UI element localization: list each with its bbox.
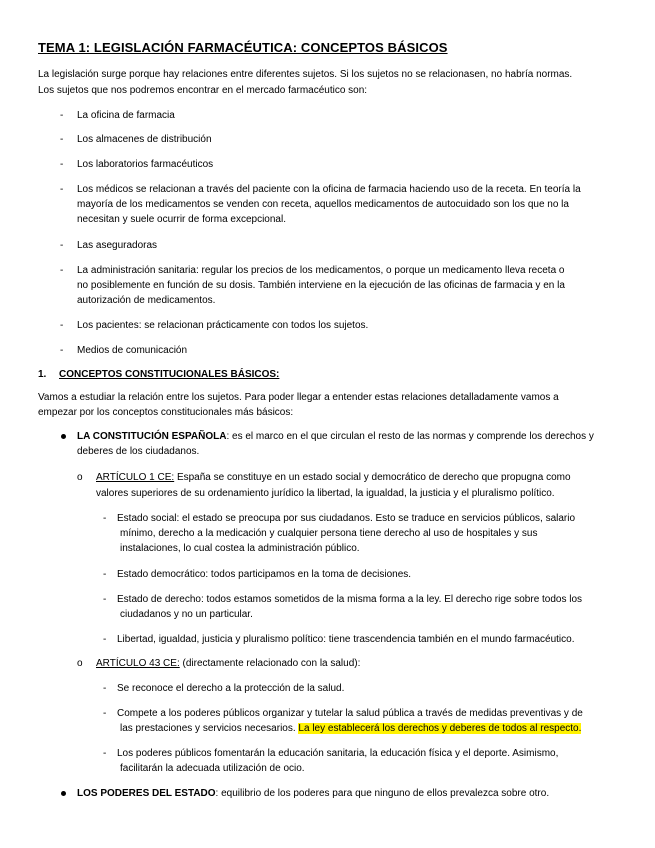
list-item: La oficina de farmacia bbox=[77, 110, 175, 121]
dash-marker: - bbox=[103, 634, 107, 645]
dash-marker: - bbox=[60, 184, 64, 195]
list-item: Se reconoce el derecho a la protección de la salud. bbox=[117, 683, 345, 694]
dash-marker: - bbox=[103, 594, 107, 605]
list-item-continuation: no posiblemente en función de su dosis. También interviene en la ejecución de las oficinas de farmacia y en la bbox=[77, 280, 565, 291]
art1-text: España se constituye en un estado social y democrático de derecho que propugna como bbox=[174, 472, 571, 483]
section-intro-line-1: Vamos a estudiar la relación entre los sujetos. Para poder llegar a entender estas relaciones detalladamente vamos a bbox=[38, 392, 559, 403]
dash-marker: - bbox=[60, 240, 64, 251]
list-item: Estado social: el estado se preocupa por sus ciudadanos. Esto se traduce en servicios públicos, salario bbox=[117, 513, 576, 524]
bullet-marker bbox=[61, 791, 66, 796]
list-item-continuation: autorización de medicamentos. bbox=[77, 295, 216, 306]
item-text: las prestaciones y servicios necesarios. bbox=[120, 723, 299, 734]
list-item: Libertad, igualdad, justicia y pluralismo político: tiene trascendencia también en el mundo farmacéutico. bbox=[117, 634, 575, 645]
constitucion-text: : es el marco en el que circulan el resto de las normas y comprende los derechos y bbox=[226, 431, 594, 442]
highlighted-text: La ley establecerá los derechos y deberes de todos al respecto. bbox=[298, 723, 582, 734]
list-item-continuation: facilitarán la adecuada utilización de ocio. bbox=[120, 763, 305, 774]
section-number: 1. bbox=[38, 369, 47, 380]
art1-line-1 bbox=[96, 470, 571, 485]
poderes-label: LOS PODERES DEL ESTADO bbox=[77, 788, 216, 799]
intro-line-2: Los sujetos que nos podremos encontrar en el mercado farmacéutico son: bbox=[38, 85, 368, 96]
dash-marker: - bbox=[103, 683, 107, 694]
list-item: Los poderes públicos fomentarán la educación sanitaria, la educación física y el deporte. Asimismo, bbox=[117, 748, 559, 759]
constitucion-label: LA CONSTITUCIÓN ESPAÑOLA bbox=[77, 431, 227, 442]
constitucion-line-1 bbox=[77, 429, 594, 444]
circle-marker: o bbox=[77, 658, 83, 669]
list-item-continuation: necesitan y suele ocurrir de forma excepcional. bbox=[77, 214, 286, 225]
list-item-continuation: ciudadanos y no un particular. bbox=[120, 609, 253, 620]
dash-marker: - bbox=[60, 265, 64, 276]
art43-line bbox=[96, 656, 360, 671]
constitucion-line-2: deberes de los ciudadanos. bbox=[77, 446, 200, 457]
list-item: Compete a los poderes públicos organizar y tutelar la salud pública a través de medidas preventivas y de bbox=[117, 708, 583, 719]
dash-marker: - bbox=[103, 513, 107, 524]
bullet-marker bbox=[61, 434, 66, 439]
list-item: Los almacenes de distribución bbox=[77, 134, 212, 145]
list-item: Los pacientes: se relacionan prácticamente con todos los sujetos. bbox=[77, 320, 369, 331]
list-item-continuation: instalaciones, lo cual costea la administración público. bbox=[120, 543, 360, 554]
dash-marker: - bbox=[60, 110, 64, 121]
dash-marker: - bbox=[60, 345, 64, 356]
intro-line-1: La legislación surge porque hay relaciones entre diferentes sujetos. Si los sujetos no se relacionasen, no habría normas. bbox=[38, 69, 573, 80]
section-heading: CONCEPTOS CONSTITUCIONALES BÁSICOS: bbox=[59, 369, 280, 380]
list-item: Medios de comunicación bbox=[77, 345, 188, 356]
list-item-continuation: mayoría de los medicamentos se venden con receta, aquellos medicamentos de autocuidado son los que no la bbox=[77, 199, 569, 210]
page-title: TEMA 1: LEGISLACIÓN FARMACÉUTICA: CONCEPTOS BÁSICOS bbox=[38, 40, 448, 55]
poderes-text: : equilibrio de los poderes para que ninguno de ellos prevalezca sobre otro. bbox=[215, 788, 550, 799]
poderes-line bbox=[77, 786, 549, 801]
art1-line-2: valores superiores de su ordenamiento jurídico la libertad, la igualdad, la justicia y el pluralismo político. bbox=[96, 488, 555, 499]
dash-marker: - bbox=[103, 748, 107, 759]
dash-marker: - bbox=[60, 320, 64, 331]
list-item: La administración sanitaria: regular los precios de los medicamentos, o porque un medicamento lleva receta o bbox=[77, 265, 565, 276]
circle-marker: o bbox=[77, 472, 83, 483]
list-item: Los laboratorios farmacéuticos bbox=[77, 159, 214, 170]
list-item: Estado democrático: todos participamos en la toma de decisiones. bbox=[117, 569, 412, 580]
art43-label: ARTÍCULO 43 CE: bbox=[96, 658, 180, 669]
section-intro-line-2: empezar por los conceptos constitucionales más básicos: bbox=[38, 407, 294, 418]
list-item: Los médicos se relacionan a través del paciente con la oficina de farmacia haciendo uso de la receta. En teoría la bbox=[77, 184, 581, 195]
list-item-continuation bbox=[120, 721, 581, 736]
art1-label: ARTÍCULO 1 CE: bbox=[96, 472, 175, 483]
art43-text: (directamente relacionado con la salud): bbox=[179, 658, 361, 669]
list-item: Las aseguradoras bbox=[77, 240, 158, 251]
dash-marker: - bbox=[103, 569, 107, 580]
dash-marker: - bbox=[60, 159, 64, 170]
dash-marker: - bbox=[60, 134, 64, 145]
list-item: Estado de derecho: todos estamos sometidos de la misma forma a la ley. El derecho rige sobre todos los bbox=[117, 594, 583, 605]
dash-marker: - bbox=[103, 708, 107, 719]
list-item-continuation: mínimo, derecho a la medicación y cualquier persona tiene derecho al uso de hospitales y sus bbox=[120, 528, 538, 539]
